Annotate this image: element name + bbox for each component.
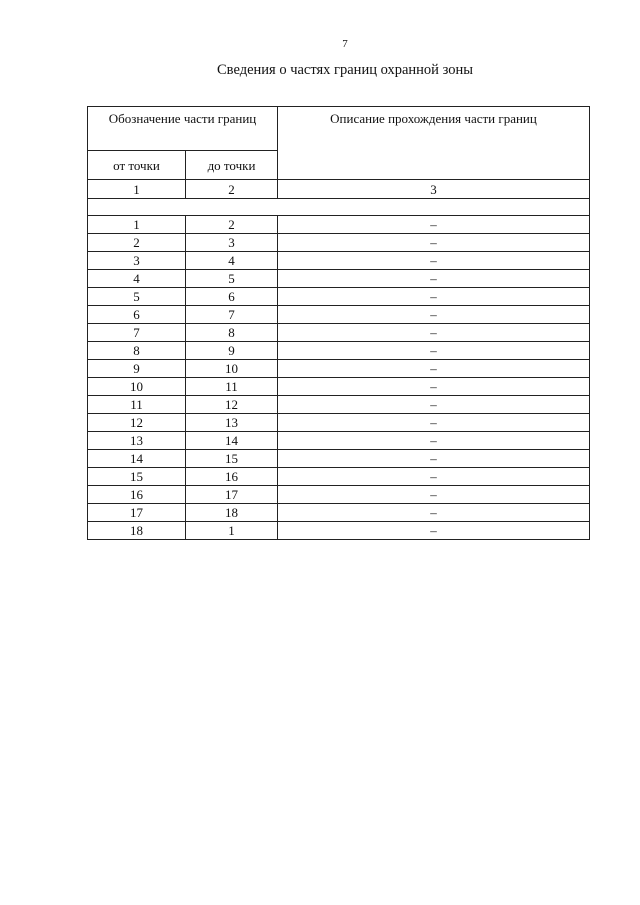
cell-description: – bbox=[278, 378, 590, 396]
cell-description: – bbox=[278, 216, 590, 234]
cell-description: – bbox=[278, 432, 590, 450]
cell-to-point: 11 bbox=[186, 378, 278, 396]
cell-from-point: 12 bbox=[88, 414, 186, 432]
boundary-parts-table bbox=[87, 106, 590, 540]
cell-to-point: 16 bbox=[186, 468, 278, 486]
cell-to-point: 17 bbox=[186, 486, 278, 504]
cell-to-point: 6 bbox=[186, 288, 278, 306]
table-row bbox=[88, 234, 590, 252]
table-row bbox=[88, 486, 590, 504]
header-to-point: до точки bbox=[186, 151, 278, 180]
table-row bbox=[88, 432, 590, 450]
cell-to-point: 3 bbox=[186, 234, 278, 252]
cell-description: – bbox=[278, 270, 590, 288]
cell-to-point: 18 bbox=[186, 504, 278, 522]
document-title: Сведения о частях границ охранной зоны bbox=[217, 62, 473, 78]
header-designation: Обозначение части границ bbox=[88, 107, 278, 151]
table-row bbox=[88, 468, 590, 486]
cell-description: – bbox=[278, 324, 590, 342]
cell-to-point: 12 bbox=[186, 396, 278, 414]
table-row bbox=[88, 342, 590, 360]
cell-description: – bbox=[278, 360, 590, 378]
cell-from-point: 14 bbox=[88, 450, 186, 468]
cell-from-point: 2 bbox=[88, 234, 186, 252]
cell-description: – bbox=[278, 396, 590, 414]
cell-description: – bbox=[278, 414, 590, 432]
cell-description: – bbox=[278, 342, 590, 360]
cell-from-point: 9 bbox=[88, 360, 186, 378]
cell-description: – bbox=[278, 288, 590, 306]
cell-from-point: 10 bbox=[88, 378, 186, 396]
table-row bbox=[88, 378, 590, 396]
cell-to-point: 8 bbox=[186, 324, 278, 342]
table-row bbox=[88, 324, 590, 342]
cell-to-point: 13 bbox=[186, 414, 278, 432]
table-body bbox=[88, 216, 590, 540]
cell-from-point: 15 bbox=[88, 468, 186, 486]
cell-to-point: 1 bbox=[186, 522, 278, 540]
header-from-point: от точки bbox=[88, 151, 186, 180]
column-number-3: 3 bbox=[278, 180, 590, 199]
cell-description: – bbox=[278, 306, 590, 324]
table-row bbox=[88, 414, 590, 432]
cell-to-point: 10 bbox=[186, 360, 278, 378]
table-row bbox=[88, 396, 590, 414]
table-row bbox=[88, 450, 590, 468]
cell-to-point: 9 bbox=[186, 342, 278, 360]
cell-from-point: 16 bbox=[88, 486, 186, 504]
cell-from-point: 17 bbox=[88, 504, 186, 522]
table-row bbox=[88, 252, 590, 270]
cell-to-point: 4 bbox=[186, 252, 278, 270]
cell-from-point: 5 bbox=[88, 288, 186, 306]
cell-description: – bbox=[278, 234, 590, 252]
table-row bbox=[88, 504, 590, 522]
page-number: 7 bbox=[342, 38, 348, 50]
cell-from-point: 7 bbox=[88, 324, 186, 342]
cell-from-point: 6 bbox=[88, 306, 186, 324]
cell-to-point: 5 bbox=[186, 270, 278, 288]
cell-description: – bbox=[278, 504, 590, 522]
cell-to-point: 7 bbox=[186, 306, 278, 324]
table-row bbox=[88, 270, 590, 288]
cell-from-point: 1 bbox=[88, 216, 186, 234]
column-number-1: 1 bbox=[88, 180, 186, 199]
table-row bbox=[88, 360, 590, 378]
cell-to-point: 15 bbox=[186, 450, 278, 468]
cell-from-point: 18 bbox=[88, 522, 186, 540]
cell-to-point: 2 bbox=[186, 216, 278, 234]
cell-description: – bbox=[278, 468, 590, 486]
cell-description: – bbox=[278, 486, 590, 504]
cell-from-point: 13 bbox=[88, 432, 186, 450]
cell-description: – bbox=[278, 252, 590, 270]
cell-description: – bbox=[278, 450, 590, 468]
column-number-2: 2 bbox=[186, 180, 278, 199]
header-description: Описание прохождения части границ bbox=[278, 107, 590, 180]
table-row bbox=[88, 522, 590, 540]
cell-from-point: 8 bbox=[88, 342, 186, 360]
cell-to-point: 14 bbox=[186, 432, 278, 450]
table-row bbox=[88, 216, 590, 234]
cell-description: – bbox=[278, 522, 590, 540]
empty-separator-row bbox=[88, 199, 590, 216]
cell-from-point: 3 bbox=[88, 252, 186, 270]
cell-from-point: 11 bbox=[88, 396, 186, 414]
table-row bbox=[88, 288, 590, 306]
table-row bbox=[88, 306, 590, 324]
cell-from-point: 4 bbox=[88, 270, 186, 288]
